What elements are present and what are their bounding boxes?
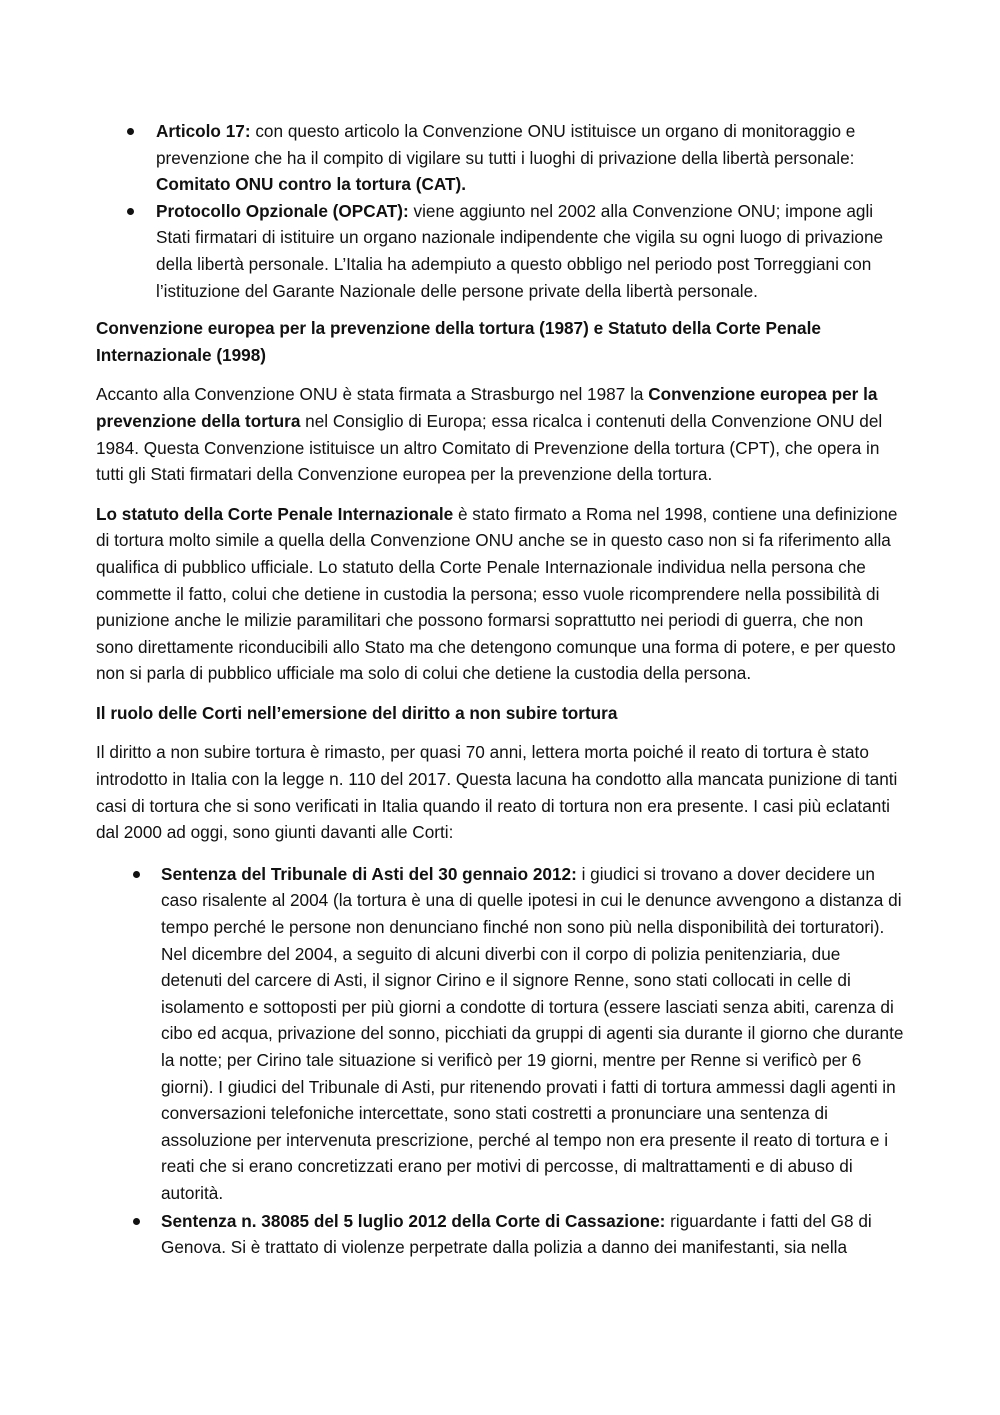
paragraph-convenzione-europea (96, 381, 904, 487)
list-item-bold-lead: Protocollo Opzionale (OPCAT): (156, 200, 409, 221)
paragraph-text: Accanto alla Convenzione ONU è stata firmata a Strasburgo nel 1987 la (96, 384, 649, 405)
paragraph-text: nel Consiglio di Europa; essa ricalca i contenuti della Convenzione ONU del 1984. Questa Convenzione istituisce un altro Comitato di Prevenzione della tortura (CPT), che opera in tutti gli Stati firmatari della Convenzione europea per la prevenzione della tortura. (96, 410, 883, 485)
bullet-icon (133, 871, 140, 878)
list-item-articolo-17 (96, 118, 904, 198)
paragraph-diritto-tortura: Il diritto a non subire tortura è rimasto, per quasi 70 anni, lettera morta poiché il reato di tortura è stato introdotto in Italia con la legge n. 110 del 2017. Questa lacuna ha condotto alla mancata punizione di tanti casi di tortura che si sono verificati in Italia quando il reato di tortura non era presente. I casi più eclatanti dal 2000 ad oggi, sono giunti davanti alle Corti: (96, 742, 898, 843)
section-heading-ruolo-corti: Il ruolo delle Corti nell’emersione del diritto a non subire tortura (96, 702, 618, 723)
bullet-icon (127, 208, 134, 215)
list-item-text: i giudici si trovano a dover decidere un caso risalente al 2004 (la tortura è una di quelle ipotesi in cui le denunce avvengono a distanza di tempo perché le persone non denunciano finché non sono più nella disponibilità dei torturatori). Nel dicembre del 2004, a seguito di alcuni diverbi con il corpo di polizia penitenziaria, due detenuti del carcere di Asti, il signor Cirino e il signore Renne, sono stati collocati in celle di isolamento e sottoposti per più giorni a condotte di tortura (essere lasciati senza abiti, carenza di cibo ed acqua, privazione del sonno, picchiati da gruppi di agenti sia durante il giorno che durante la notte; per Cirino tale situazione si verificò per 19 giorni, mentre per Renne si verificò per 6 giorni). I giudici del Tribunale di Asti, pur ritenendo provati i fatti di tortura ammessi dagli agenti in conversazioni telefoniche intercettate, sono stati costretti a pronunciare una sentenza di assoluzione per intervenuta prescrizione, perché al tempo non era presente il reato di tortura e i reati che si erano concretizzati erano per motivi di percosse, di maltrattamenti e di abuso di autorità. (161, 863, 904, 1203)
bullet-icon (127, 128, 134, 135)
list-item-sentenza-cassazione (96, 1208, 904, 1261)
list-item-text: con questo articolo la Convenzione ONU istituisce un organo di monitoraggio e prevenzione che ha il compito di vigilare su tutti i luoghi di privazione della libertà personale: (156, 121, 856, 168)
list-item-opcat (96, 198, 904, 304)
paragraph-statuto-corte (96, 501, 904, 687)
list-item-text: viene aggiunto nel 2002 alla Convenzione ONU; impone agli Stati firmatari di istituire un organo nazionale indipendente che vigila su ogni luogo di privazione della libertà personale. L’Italia ha adempiuto a questo obbligo nel periodo post Torreggiani con l’istituzione del Garante Nazionale delle persone private della libertà personale. (156, 200, 884, 301)
paragraph-bold: Lo statuto della Corte Penale Internazionale (96, 503, 454, 524)
bullet-list-sentenze (96, 861, 904, 1261)
paragraph-text: è stato firmato a Roma nel 1998, contiene una definizione di tortura molto simile a quella della Convenzione ONU anche se in questo caso non si fa riferimento alla qualifica di pubblico ufficiale. Lo statuto della Corte Penale Internazionale individua nella persona che commette il fatto, colui che detiene in custodia la persona; esso vuole ricomprendere nella possibilità di punizione anche le milizie paramilitari che possono formarsi soprattutto nei periodi di guerra, che non sono direttamente riconducibili allo Stato ma che detengono comunque una forma di potere, e per questo non si parla di pubblico ufficiale ma solo di colui che detiene la custodia della persona. (96, 503, 898, 684)
bullet-list-onu (96, 118, 904, 304)
list-item-text: riguardante i fatti del G8 di Genova. Si è trattato di violenze perpetrate dalla polizia a danno dei manifestanti, sia nella (161, 1210, 872, 1258)
bullet-icon (133, 1218, 140, 1225)
paragraph-bold: Convenzione europea per la prevenzione della tortura (96, 384, 878, 431)
list-item-sentenza-asti (96, 861, 904, 1207)
list-item-bold-lead: Sentenza del Tribunale di Asti del 30 gennaio 2012: (161, 863, 577, 884)
section-heading-convenzione-europea: Convenzione europea per la prevenzione della tortura (1987) e Statuto della Corte Penale Internazionale (1998) (96, 318, 821, 365)
list-item-bold-lead: Articolo 17: (156, 121, 251, 141)
list-item-bold-end: Comitato ONU contro la tortura (CAT). (156, 174, 466, 195)
list-item-bold-lead: Sentenza n. 38085 del 5 luglio 2012 della Corte di Cassazione: (161, 1210, 666, 1231)
